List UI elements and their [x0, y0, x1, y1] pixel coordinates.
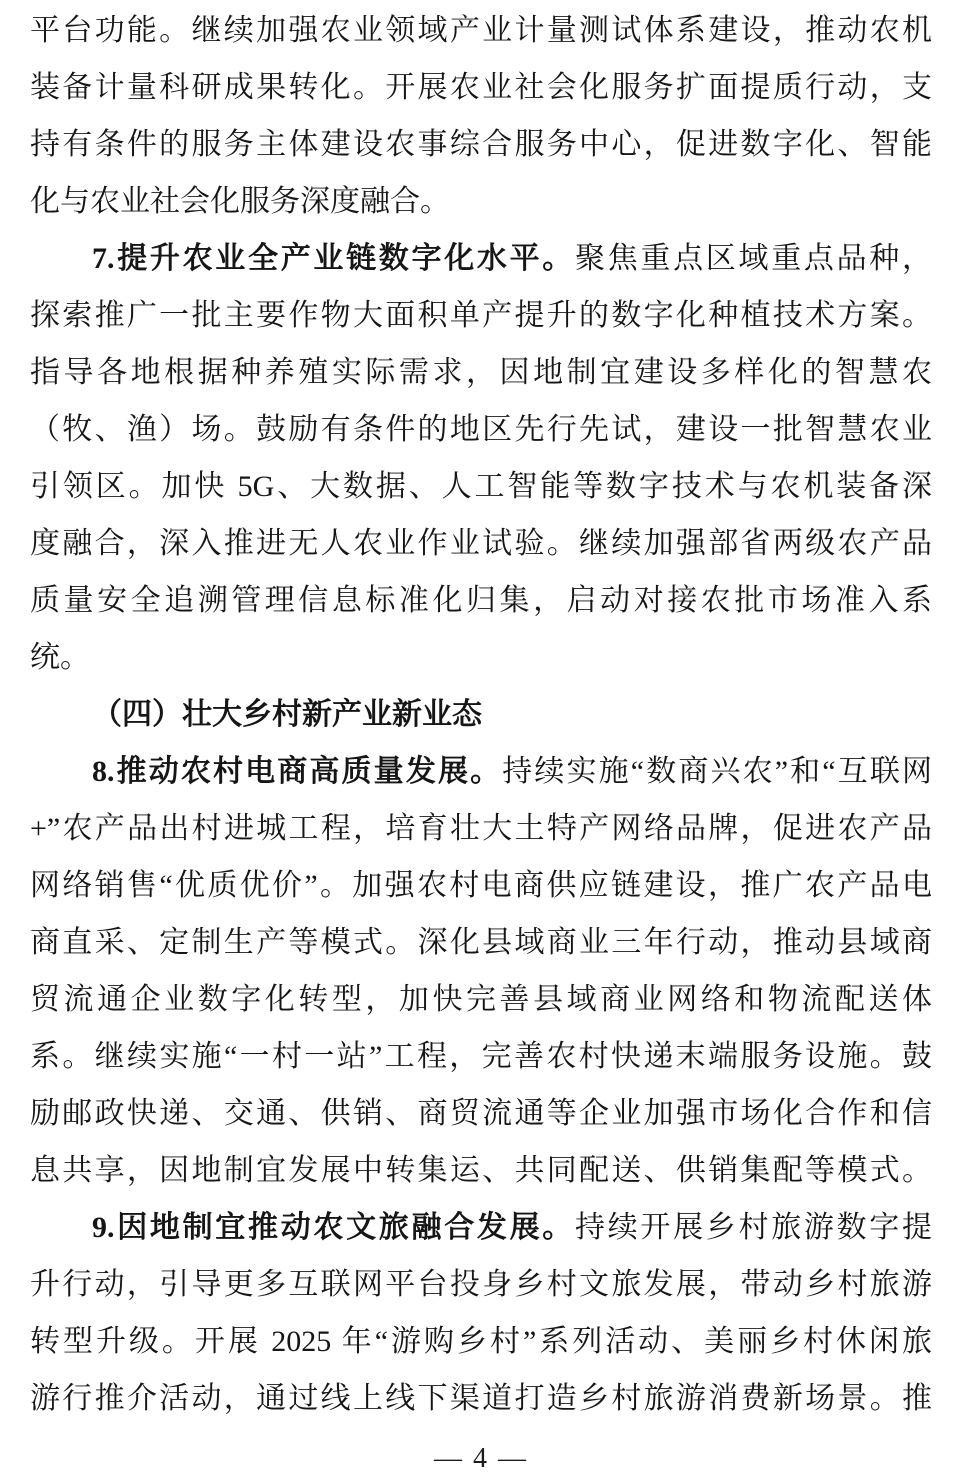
text-line	[30, 173, 932, 230]
text-line	[30, 743, 932, 800]
text-line	[30, 1256, 932, 1313]
text-line	[30, 914, 932, 971]
text-line	[30, 686, 932, 743]
text-line	[30, 458, 932, 515]
bold-text-run: 7.提升农业全产业链数字化水平。	[92, 242, 575, 275]
bold-text-run: 8.推动农村电商高质量发展。	[92, 755, 503, 788]
text-line	[30, 1313, 932, 1370]
bold-text-run: （四）壮大乡村新产业新业态	[92, 698, 482, 731]
text-run: 转型升级。开展 2025 年“游购乡村”系列活动、美丽乡村休闲旅	[30, 1325, 932, 1358]
text-run: 统。	[30, 641, 90, 674]
text-run: 质量安全追溯管理信息标准化归集，启动对接农批市场准入系	[30, 584, 932, 617]
text-line	[30, 1370, 932, 1427]
text-run: 持续开展乡村旅游数字提	[575, 1211, 932, 1244]
text-run: 装备计量科研成果转化。开展农业社会化服务扩面提质行动，支	[30, 71, 932, 104]
text-run: 指导各地根据种养殖实际需求，因地制宜建设多样化的智慧农	[30, 356, 932, 389]
text-run: 持续实施“数商兴农”和“互联网	[502, 755, 932, 788]
text-line	[30, 230, 932, 287]
text-run: 系。继续实施“一村一站”工程，完善农村快递末端服务设施。鼓	[30, 1040, 932, 1073]
text-line	[30, 287, 932, 344]
page-number: — 4 —	[434, 1443, 528, 1474]
text-run: 网络销售“优质优价”。加强农村电商供应链建设，推广农产品电	[30, 869, 932, 902]
text-run: 游行推介活动，通过线上线下渠道打造乡村旅游消费新场景。推	[30, 1382, 932, 1415]
text-line	[30, 857, 932, 914]
text-run: 平台功能。继续加强农业领域产业计量测试体系建设，推动农机	[30, 14, 932, 47]
text-run: 励邮政快递、交通、供销、商贸流通等企业加强市场化合作和信	[30, 1097, 932, 1130]
text-run: 化与农业社会化服务深度融合。	[30, 185, 450, 218]
text-run: 持有条件的服务主体建设农事综合服务中心，促进数字化、智能	[30, 128, 932, 161]
text-line	[30, 344, 932, 401]
text-run: 贸流通企业数字化转型，加快完善县域商业网络和物流配送体	[30, 983, 932, 1016]
text-line	[30, 1199, 932, 1256]
text-line	[30, 515, 932, 572]
text-run: 商直采、定制生产等模式。深化县域商业三年行动，推动县域商	[30, 926, 932, 959]
text-run: （牧、渔）场。鼓励有条件的地区先行先试，建设一批智慧农业	[30, 413, 932, 446]
text-line	[30, 401, 932, 458]
text-line	[30, 971, 932, 1028]
text-run: 探索推广一批主要作物大面积单产提升的数字化种植技术方案。	[30, 299, 932, 332]
text-line	[30, 800, 932, 857]
text-line	[30, 1142, 932, 1199]
text-run: 升行动，引导更多互联网平台投身乡村文旅发展，带动乡村旅游	[30, 1268, 932, 1301]
text-line	[30, 59, 932, 116]
text-line	[30, 116, 932, 173]
text-line	[30, 1085, 932, 1142]
text-run: 息共享，因地制宜发展中转集运、共同配送、供销集配等模式。	[30, 1154, 932, 1187]
text-run: 引领区。加快 5G、大数据、人工智能等数字技术与农机装备深	[30, 470, 932, 503]
text-line	[30, 1028, 932, 1085]
text-run: +”农产品出村进城工程，培育壮大土特产网络品牌，促进农产品	[30, 812, 932, 845]
text-line	[30, 629, 932, 686]
bold-text-run: 9.因地制宜推动农文旅融合发展。	[92, 1211, 575, 1244]
text-run: 聚焦重点区域重点品种，	[575, 242, 932, 275]
text-run: 度融合，深入推进无人农业作业试验。继续加强部省两级农产品	[30, 527, 932, 560]
text-line	[30, 572, 932, 629]
text-line	[30, 2, 932, 59]
